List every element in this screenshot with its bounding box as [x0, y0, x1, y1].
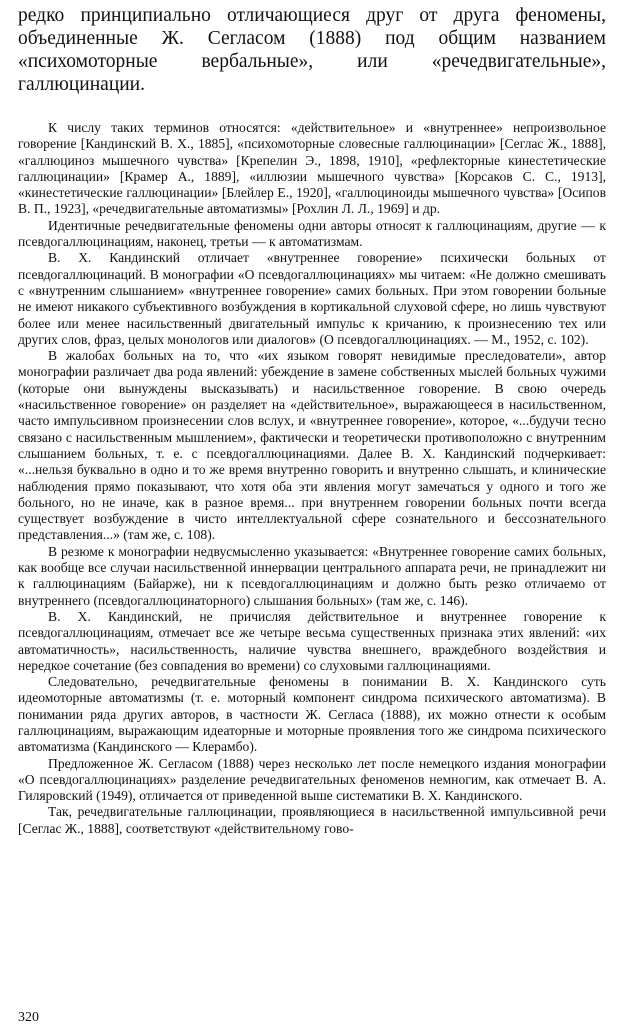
- paragraph-so: Так, речедвигательные галлюцинации, проявляющиеся в насильственной импульсивной речи [Сеглас Ж., 1888], соответствуют «действительному гово-: [18, 804, 606, 836]
- lead-paragraph: редко принципиально отличающиеся друг от друга феномены, объединенные Ж. Сегласом (1888) под общим названием «психомоторные вербальные», или «речедвигательные», галлюцинации.: [18, 5, 606, 95]
- paragraph-terms: К числу таких терминов относятся: «действительное» и «внутреннее» непроизвольное говорение [Кандинский В. Х., 1885], «психомоторные словесные галлюцинации» [Сеглас Ж., 1888], «галлюциноз мышечного чувства» [Крепелин Э., 1898, 1910], «рефлекторные кинестетические галлюцинации» [Крамер А., 1889], «иллюзии мышечного чувства» [Корсаков С. С., 1913], «кинестетические галлюцинации» [Блейлер Е., 1920], «галлюциноиды мышечного чувства» [Осипов В. П., 1923], «речедвигательные автоматизмы» [Рохлин Л. Л., 1969] и др.: [18, 120, 606, 217]
- page-number: 320: [18, 1010, 39, 1025]
- paragraph-identical: Идентичные речедвигательные феномены одни авторы относят к галлюцинациям, другие — к псевдогаллюцинациям, наконец, третьи — к автоматизмам.: [18, 217, 606, 250]
- paragraph-seglas: Предложенное Ж. Сегласом (1888) через несколько лет после немецкого издания монографии «О псевдогаллюцинациях» разделение речедвигательных феноменов немногим, как отмечает В. А. Гиляровский (1949), отличается от приведенной выше систематики В. Х. Кандинского.: [18, 755, 606, 804]
- paragraph-resume: В резюме к монографии недвусмысленно указывается: «Внутреннее говорение самих больных, как вообще все случаи насильственной иннервации центрального аппарата речи, не принадлежит ни к галлюцинациям (Байарже), ни к псевдогаллюцинациям и должно быть резко отличаемо от внутреннего (псевдогаллюцинаторного) слышания больных» (там же, с. 146).: [18, 543, 606, 608]
- paragraph-complaints: В жалобах больных на то, что «их языком говорят невидимые преследователи», автор монографии различает два рода явлений: убеждение в замене собственных мыслей больных чужими (которые они вынуждены высказывать) и насильственное говорение. В свою очередь «насильственное говорение» он разделяет на «действительное», выражающееся в насильственном, часто импульсивном произнесении слов вслух, и «внутреннее говорение», которое, «...будучи тесно связано с насильственным мышлением», фактически и теоретически противоположно с внутренним слышанием больных, т. е. с псевдогаллюцинациями. Далее В. Х. Кандинский подчеркивает: «...нельзя буквально в одно и то же время внутренно говорить и внутренно слышать, и клинические наблюдения прямо показывают, что хотя оба эти явления могут замечаться у одного и того же больного, но не иначе, как в разное время... при внутреннем говорении больных почти всегда существует возбуждение в чисто интеллектуальной сфере сознательного и бессознательного представления...» (там же, с. 108).: [18, 348, 606, 543]
- body-text: [18, 120, 606, 837]
- paragraph-consequently: Следовательно, речедвигательные феномены в понимании В. Х. Кандинского суть идеомоторные автоматизмы (т. е. моторный компонент синдрома психического автоматизма). В понимании ряда других авторов, в частности Ж. Сегласа (1888), их можно отнести к особым галлюцинациям, выражающим идеаторные и моторные проявления того же синдрома психического автоматизма (Кандинского — Клерамбо).: [18, 674, 606, 755]
- paragraph-kandinsky: В. Х. Кандинский отличает «внутреннее говорение» психически больных от псевдогаллюцинаций. В монографии «О псевдогаллюцинациях» мы читаем: «Не должно смешивать с «внутренним слышанием» «внутреннее говорение» самих больных. При этом говорении больные не имеют никакого субъективного возбуждения в кортикальной слуховой сфере, но лишь чувствуют более или менее насильственный двигательный импульс к кричанию, к произнесению тех или других слов, фраз, целых монологов или диалогов» (О псевдогаллюцинациях. — М., 1952, с. 102).: [18, 250, 606, 347]
- paragraph-four-signs: В. Х. Кандинский, не причисляя действительное и внутреннее говорение к псевдогаллюцинациям, отмечает все же четыре весьма существенных признака этих явлений: «их автоматичность», насильственность, наличие чувства внешнего, враждебного воздействия и нередкое сочетание (без совпадения во времени) со слуховыми галлюцинациями.: [18, 608, 606, 673]
